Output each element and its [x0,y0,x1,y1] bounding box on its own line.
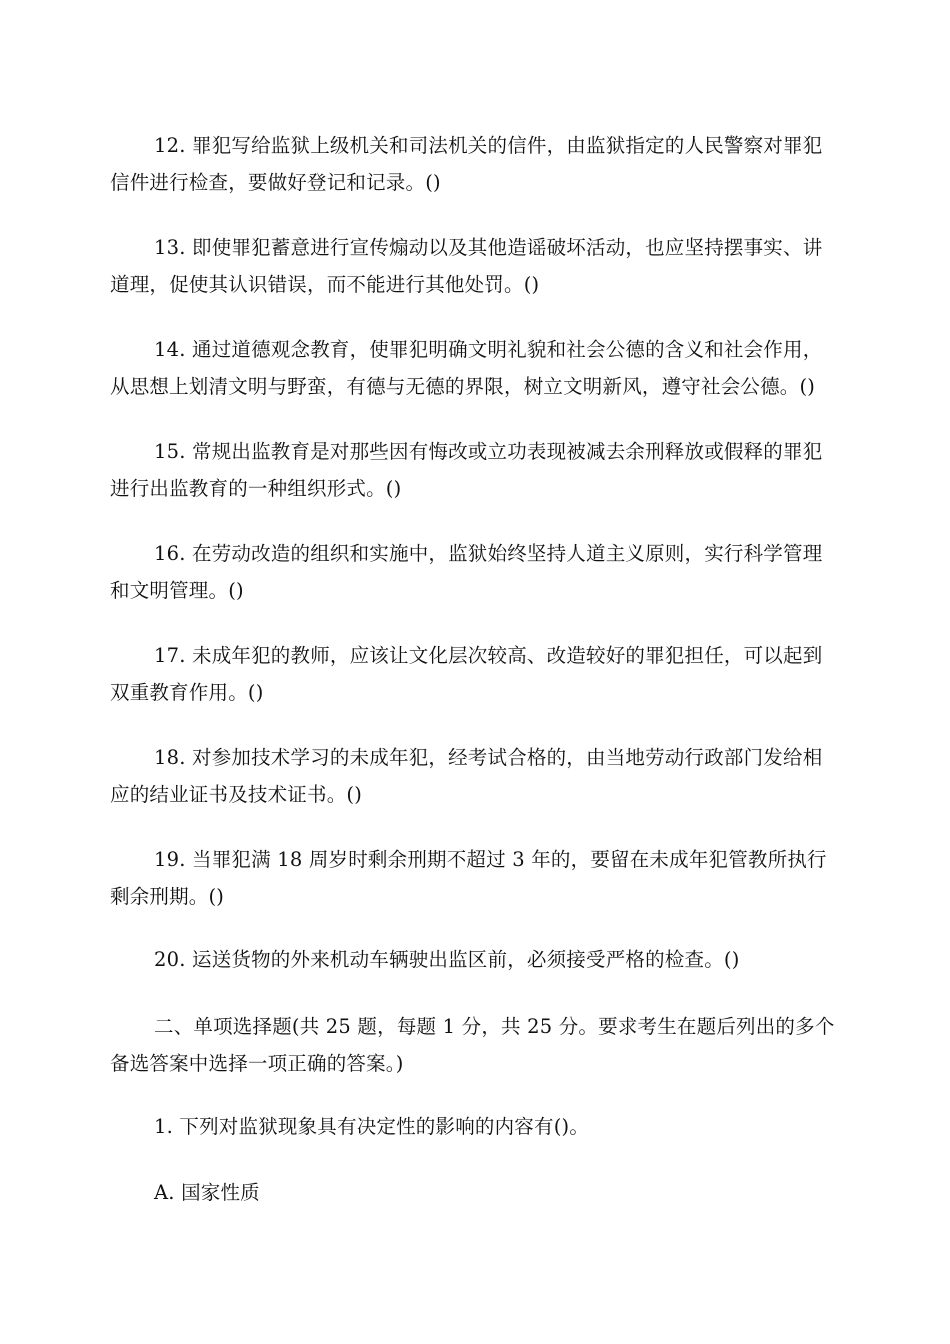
question-13: 13. 即使罪犯蓄意进行宣传煽动以及其他造谣破坏活动，也应坚持摆事实、讲道理，促使其认识错误，而不能进行其他处罚。() [110,236,823,296]
choice-question-1: 1. 下列对监狱现象具有决定性的影响的内容有()。 [154,1115,590,1138]
question-17: 17. 未成年犯的教师，应该让文化层次较高、改造较好的罪犯担任，可以起到双重教育作用。() [110,644,823,704]
question-16: 16. 在劳动改造的组织和实施中，监狱始终坚持人道主义原则，实行科学管理和文明管理。() [110,542,823,602]
question-14: 14. 通过道德观念教育，使罪犯明确文明礼貌和社会公德的含义和社会作用，从思想上划清文明与野蛮，有德与无德的界限，树立文明新风，遵守社会公德。() [110,338,823,398]
question-19: 19. 当罪犯满 18 周岁时剩余刑期不超过 3 年的，要留在未成年犯管教所执行剩余刑期。() [110,848,827,908]
choice-option-a: A. 国家性质 [154,1181,260,1204]
question-18: 18. 对参加技术学习的未成年犯，经考试合格的，由当地劳动行政部门发给相应的结业证书及技术证书。() [110,746,823,806]
question-15: 15. 常规出监教育是对那些因有悔改或立功表现被减去余刑释放或假释的罪犯进行出监教育的一种组织形式。() [110,440,823,500]
question-12: 12. 罪犯写给监狱上级机关和司法机关的信件，由监狱指定的人民警察对罪犯信件进行检查，要做好登记和记录。() [110,134,823,194]
question-20: 20. 运送货物的外来机动车辆驶出监区前，必须接受严格的检查。() [154,948,740,971]
section-heading-single-choice: 二、单项选择题(共 25 题，每题 1 分，共 25 分。要求考生在题后列出的多个备选答案中选择一项正确的答案。) [110,1015,835,1075]
